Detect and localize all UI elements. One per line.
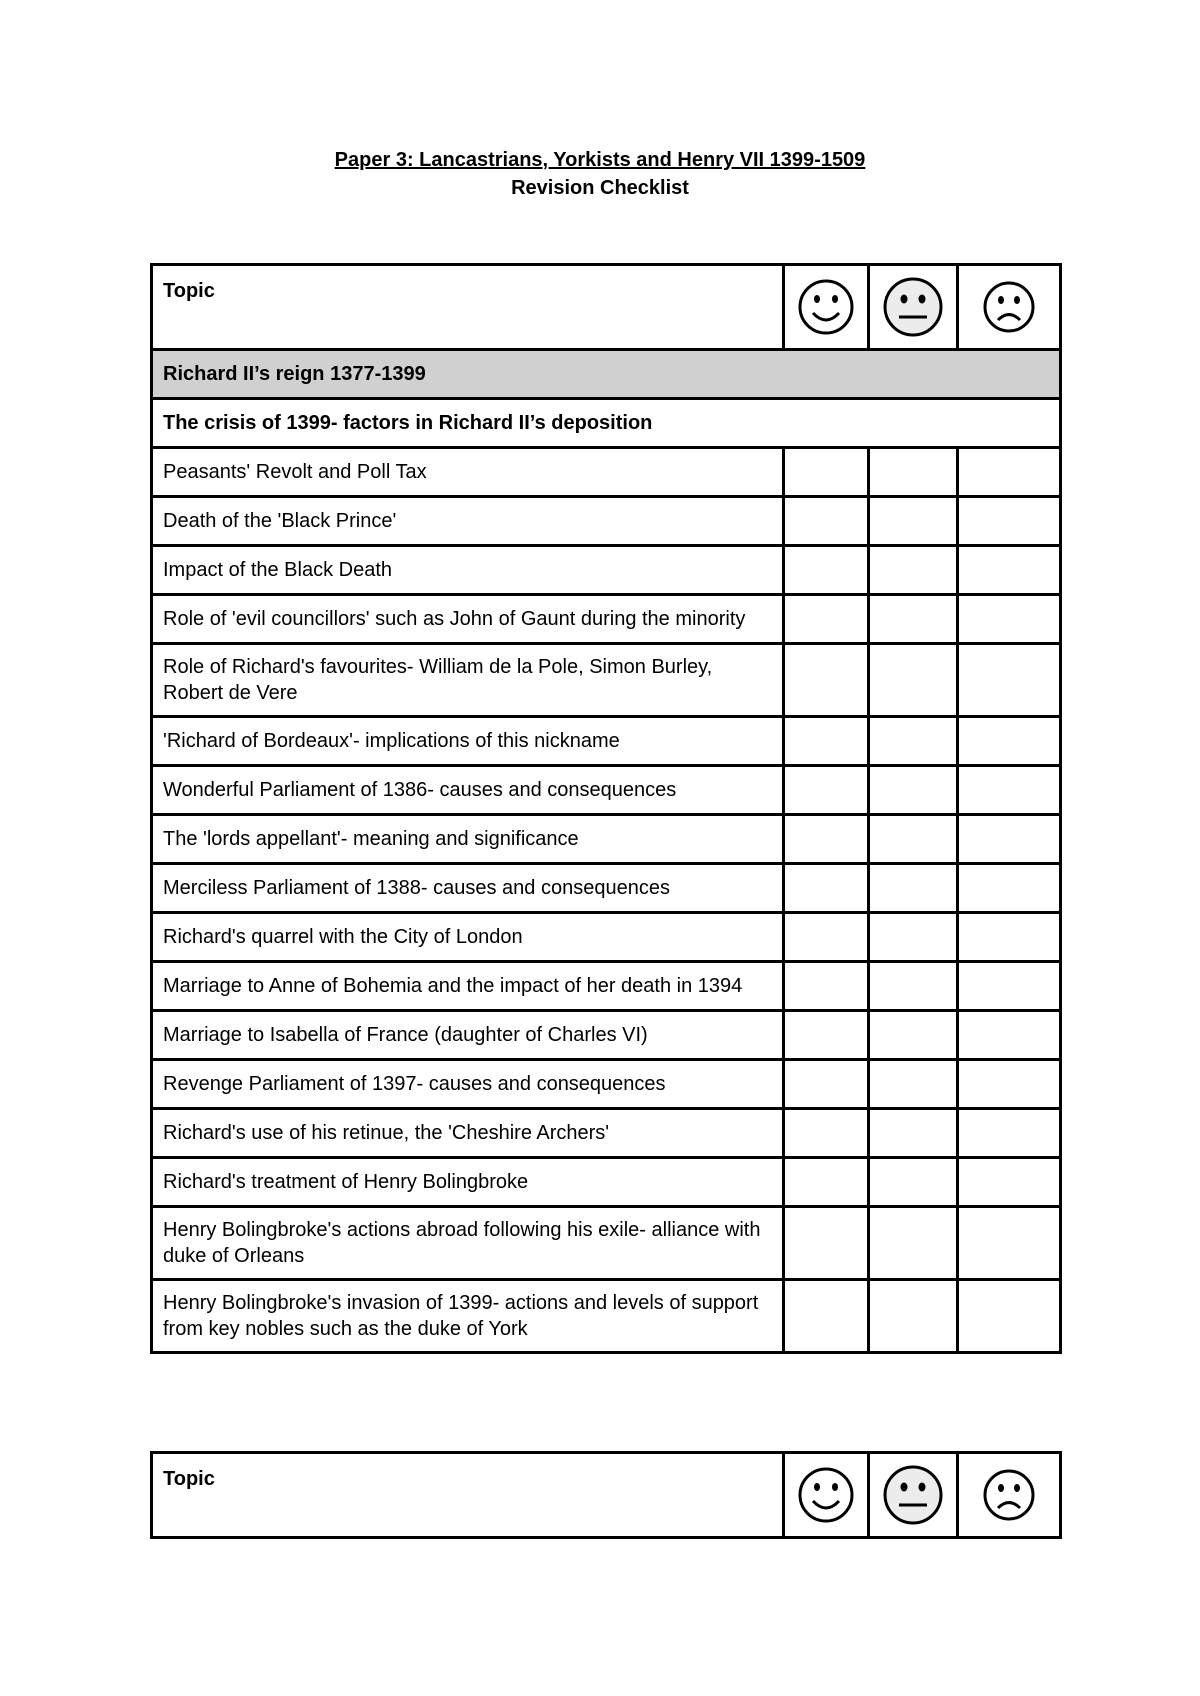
checklist-item-text: Richard's quarrel with the City of London <box>152 913 784 962</box>
document-header <box>0 146 1200 202</box>
checklist-row <box>152 1011 1061 1060</box>
checklist-row <box>152 815 1061 864</box>
second-checklist-table <box>150 1451 1062 1539</box>
checklist-item-text: Marriage to Isabella of France (daughter of Charles VI) <box>152 1011 784 1060</box>
unsure-checkbox[interactable] <box>869 766 958 815</box>
unsure-checkbox[interactable] <box>869 864 958 913</box>
revision-checklist-table <box>150 263 1062 1354</box>
not-confident-checkbox[interactable] <box>958 1011 1061 1060</box>
not-confident-column-header <box>958 1453 1061 1538</box>
confident-checkbox[interactable] <box>784 913 869 962</box>
subsection-heading-row <box>152 399 1061 448</box>
confident-checkbox[interactable] <box>784 1011 869 1060</box>
subsection-heading: The crisis of 1399- factors in Richard II’s deposition <box>152 399 1061 448</box>
confident-checkbox[interactable] <box>784 1158 869 1207</box>
checklist-item-text: 'Richard of Bordeaux'- implications of this nickname <box>152 717 784 766</box>
checklist-row <box>152 448 1061 497</box>
unsure-checkbox[interactable] <box>869 717 958 766</box>
checklist-item-text: Wonderful Parliament of 1386- causes and consequences <box>152 766 784 815</box>
not-confident-checkbox[interactable] <box>958 1060 1061 1109</box>
not-confident-checkbox[interactable] <box>958 1280 1061 1353</box>
page-title: Paper 3: Lancastrians, Yorkists and Henry VII 1399-1509 <box>334 149 866 171</box>
smiley-face-icon <box>796 1465 856 1525</box>
unsure-checkbox[interactable] <box>869 595 958 644</box>
sad-face-icon <box>981 279 1037 335</box>
checklist-item-text: Merciless Parliament of 1388- causes and consequences <box>152 864 784 913</box>
checklist-row <box>152 717 1061 766</box>
not-confident-checkbox[interactable] <box>958 962 1061 1011</box>
unsure-checkbox[interactable] <box>869 913 958 962</box>
confident-checkbox[interactable] <box>784 1060 869 1109</box>
checklist-row <box>152 913 1061 962</box>
confident-checkbox[interactable] <box>784 497 869 546</box>
not-confident-column-header <box>958 265 1061 350</box>
table-header-row <box>152 1453 1061 1538</box>
not-confident-checkbox[interactable] <box>958 717 1061 766</box>
checklist-row <box>152 766 1061 815</box>
confident-checkbox[interactable] <box>784 595 869 644</box>
confident-column-header <box>784 265 869 350</box>
unsure-checkbox[interactable] <box>869 1207 958 1280</box>
unsure-checkbox[interactable] <box>869 1011 958 1060</box>
checklist-row <box>152 497 1061 546</box>
unsure-checkbox[interactable] <box>869 497 958 546</box>
unsure-checkbox[interactable] <box>869 644 958 717</box>
unsure-checkbox[interactable] <box>869 1280 958 1353</box>
not-confident-checkbox[interactable] <box>958 546 1061 595</box>
table-header-row <box>152 265 1061 350</box>
confident-checkbox[interactable] <box>784 815 869 864</box>
confident-checkbox[interactable] <box>784 1109 869 1158</box>
topic-column-header: Topic <box>152 265 784 350</box>
checklist-row <box>152 1060 1061 1109</box>
checklist-row <box>152 1109 1061 1158</box>
checklist-item-text: Marriage to Anne of Bohemia and the impact of her death in 1394 <box>152 962 784 1011</box>
sad-face-icon <box>981 1467 1037 1523</box>
confident-checkbox[interactable] <box>784 644 869 717</box>
unsure-checkbox[interactable] <box>869 546 958 595</box>
unsure-column-header <box>869 1453 958 1538</box>
not-confident-checkbox[interactable] <box>958 595 1061 644</box>
neutral-face-icon <box>881 275 945 339</box>
unsure-column-header <box>869 265 958 350</box>
not-confident-checkbox[interactable] <box>958 1109 1061 1158</box>
checklist-row <box>152 1158 1061 1207</box>
confident-checkbox[interactable] <box>784 766 869 815</box>
checklist-row <box>152 1280 1061 1353</box>
checklist-row <box>152 546 1061 595</box>
not-confident-checkbox[interactable] <box>958 497 1061 546</box>
not-confident-checkbox[interactable] <box>958 1207 1061 1280</box>
checklist-item-text: Peasants' Revolt and Poll Tax <box>152 448 784 497</box>
checklist-row <box>152 644 1061 717</box>
unsure-checkbox[interactable] <box>869 1060 958 1109</box>
confident-checkbox[interactable] <box>784 962 869 1011</box>
not-confident-checkbox[interactable] <box>958 1158 1061 1207</box>
checklist-item-text: Role of 'evil councillors' such as John of Gaunt during the minority <box>152 595 784 644</box>
not-confident-checkbox[interactable] <box>958 448 1061 497</box>
checklist-item-text: Henry Bolingbroke's actions abroad following his exile- alliance with duke of Orleans <box>152 1207 784 1280</box>
checklist-row <box>152 1207 1061 1280</box>
checklist-item-text: Richard's treatment of Henry Bolingbroke <box>152 1158 784 1207</box>
confident-column-header <box>784 1453 869 1538</box>
not-confident-checkbox[interactable] <box>958 644 1061 717</box>
confident-checkbox[interactable] <box>784 448 869 497</box>
checklist-item-text: Richard's use of his retinue, the 'Cheshire Archers' <box>152 1109 784 1158</box>
checklist-item-text: Henry Bolingbroke's invasion of 1399- actions and levels of support from key nobles such as the duke of York <box>152 1280 784 1353</box>
not-confident-checkbox[interactable] <box>958 864 1061 913</box>
confident-checkbox[interactable] <box>784 1207 869 1280</box>
checklist-item-text: Death of the 'Black Prince' <box>152 497 784 546</box>
confident-checkbox[interactable] <box>784 546 869 595</box>
unsure-checkbox[interactable] <box>869 1109 958 1158</box>
confident-checkbox[interactable] <box>784 717 869 766</box>
topic-column-header: Topic <box>152 1453 784 1538</box>
unsure-checkbox[interactable] <box>869 1158 958 1207</box>
not-confident-checkbox[interactable] <box>958 815 1061 864</box>
checklist-row <box>152 864 1061 913</box>
checklist-item-text: The 'lords appellant'- meaning and significance <box>152 815 784 864</box>
checklist-row <box>152 595 1061 644</box>
checklist-item-text: Revenge Parliament of 1397- causes and consequences <box>152 1060 784 1109</box>
not-confident-checkbox[interactable] <box>958 766 1061 815</box>
confident-checkbox[interactable] <box>784 1280 869 1353</box>
checklist-item-text: Role of Richard's favourites- William de la Pole, Simon Burley, Robert de Vere <box>152 644 784 717</box>
unsure-checkbox[interactable] <box>869 448 958 497</box>
smiley-face-icon <box>796 277 856 337</box>
unsure-checkbox[interactable] <box>869 815 958 864</box>
not-confident-checkbox[interactable] <box>958 913 1061 962</box>
page-subtitle: Revision Checklist <box>511 177 689 199</box>
neutral-face-icon <box>881 1463 945 1527</box>
checklist-row <box>152 962 1061 1011</box>
section-heading: Richard II’s reign 1377-1399 <box>152 350 1061 399</box>
section-heading-row <box>152 350 1061 399</box>
unsure-checkbox[interactable] <box>869 962 958 1011</box>
checklist-item-text: Impact of the Black Death <box>152 546 784 595</box>
confident-checkbox[interactable] <box>784 864 869 913</box>
